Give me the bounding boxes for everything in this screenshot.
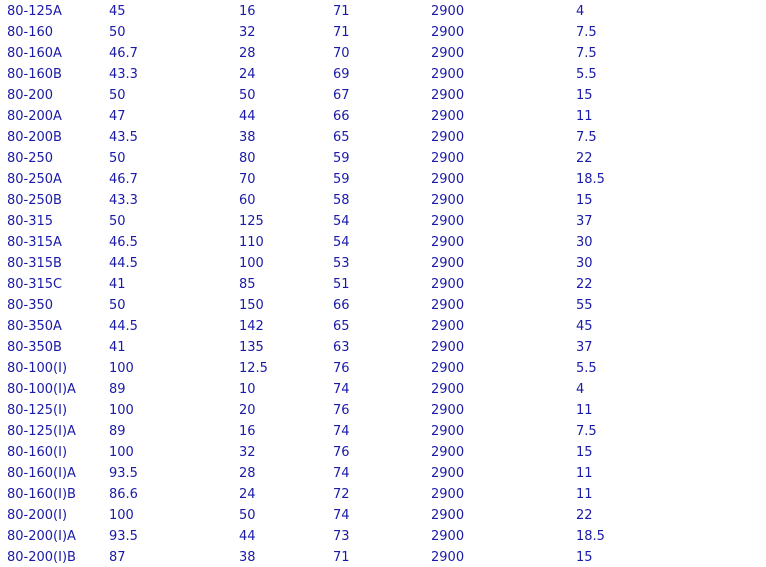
flow-cell: 46.7 (109, 46, 138, 61)
efficiency-cell: 72 (333, 487, 350, 502)
flow-cell: 46.5 (109, 235, 138, 250)
efficiency-cell: 69 (333, 67, 350, 82)
head-cell: 80 (239, 151, 256, 166)
table-row (0, 64, 766, 85)
table-row (0, 169, 766, 190)
flow-cell: 45 (109, 4, 126, 19)
power-cell: 11 (576, 403, 593, 418)
table-row (0, 232, 766, 253)
speed-cell: 2900 (431, 487, 465, 502)
efficiency-cell: 65 (333, 319, 350, 334)
head-cell: 20 (239, 403, 256, 418)
power-cell: 11 (576, 109, 593, 124)
speed-cell: 2900 (431, 25, 465, 40)
power-cell: 22 (576, 277, 593, 292)
table-row (0, 274, 766, 295)
speed-cell: 2900 (431, 109, 465, 124)
model-cell: 80-160A (7, 46, 62, 61)
flow-cell: 93.5 (109, 466, 138, 481)
flow-cell: 100 (109, 361, 134, 376)
table-row (0, 442, 766, 463)
power-cell: 55 (576, 298, 593, 313)
model-cell: 80-160(I)A (7, 466, 76, 481)
power-cell: 22 (576, 151, 593, 166)
head-cell: 70 (239, 172, 256, 187)
flow-cell: 44.5 (109, 256, 138, 271)
speed-cell: 2900 (431, 193, 465, 208)
efficiency-cell: 66 (333, 298, 350, 313)
power-cell: 18.5 (576, 172, 605, 187)
table-row (0, 22, 766, 43)
efficiency-cell: 59 (333, 172, 350, 187)
speed-cell: 2900 (431, 151, 465, 166)
efficiency-cell: 63 (333, 340, 350, 355)
flow-cell: 43.3 (109, 193, 138, 208)
efficiency-cell: 67 (333, 88, 350, 103)
speed-cell: 2900 (431, 382, 465, 397)
efficiency-cell: 74 (333, 424, 350, 439)
speed-cell: 2900 (431, 529, 465, 544)
power-cell: 4 (576, 382, 585, 397)
table-row (0, 484, 766, 505)
efficiency-cell: 74 (333, 508, 350, 523)
table-row (0, 127, 766, 148)
speed-cell: 2900 (431, 445, 465, 460)
efficiency-cell: 76 (333, 445, 350, 460)
head-cell: 24 (239, 487, 256, 502)
model-cell: 80-315 (7, 214, 54, 229)
flow-cell: 100 (109, 445, 134, 460)
head-cell: 60 (239, 193, 256, 208)
speed-cell: 2900 (431, 319, 465, 334)
table-row (0, 505, 766, 526)
speed-cell: 2900 (431, 298, 465, 313)
model-cell: 80-200(I)A (7, 529, 76, 544)
efficiency-cell: 51 (333, 277, 350, 292)
model-cell: 80-160B (7, 67, 62, 82)
speed-cell: 2900 (431, 508, 465, 523)
table-row (0, 421, 766, 442)
table-row (0, 295, 766, 316)
power-cell: 7.5 (576, 46, 597, 61)
head-cell: 24 (239, 67, 256, 82)
speed-cell: 2900 (431, 340, 465, 355)
flow-cell: 86.6 (109, 487, 138, 502)
flow-cell: 41 (109, 277, 126, 292)
power-cell: 4 (576, 4, 585, 19)
table-row (0, 190, 766, 211)
head-cell: 50 (239, 88, 256, 103)
flow-cell: 87 (109, 550, 126, 565)
model-cell: 80-125(I) (7, 403, 68, 418)
power-cell: 5.5 (576, 67, 597, 82)
speed-cell: 2900 (431, 214, 465, 229)
flow-cell: 44.5 (109, 319, 138, 334)
table-row (0, 211, 766, 232)
model-cell: 80-350B (7, 340, 62, 355)
model-cell: 80-125(I)A (7, 424, 76, 439)
head-cell: 142 (239, 319, 264, 334)
head-cell: 125 (239, 214, 264, 229)
speed-cell: 2900 (431, 235, 465, 250)
model-cell: 80-125A (7, 4, 62, 19)
power-cell: 7.5 (576, 424, 597, 439)
model-cell: 80-100(I) (7, 361, 68, 376)
table-row (0, 43, 766, 64)
speed-cell: 2900 (431, 130, 465, 145)
power-cell: 7.5 (576, 25, 597, 40)
speed-cell: 2900 (431, 88, 465, 103)
model-cell: 80-200 (7, 88, 54, 103)
model-cell: 80-160(I) (7, 445, 68, 460)
speed-cell: 2900 (431, 256, 465, 271)
power-cell: 30 (576, 235, 593, 250)
efficiency-cell: 59 (333, 151, 350, 166)
power-cell: 15 (576, 445, 593, 460)
power-cell: 22 (576, 508, 593, 523)
head-cell: 110 (239, 235, 264, 250)
efficiency-cell: 76 (333, 361, 350, 376)
speed-cell: 2900 (431, 550, 465, 565)
model-cell: 80-250A (7, 172, 62, 187)
power-cell: 15 (576, 550, 593, 565)
flow-cell: 89 (109, 424, 126, 439)
flow-cell: 100 (109, 403, 134, 418)
power-cell: 45 (576, 319, 593, 334)
head-cell: 135 (239, 340, 264, 355)
power-cell: 11 (576, 466, 593, 481)
efficiency-cell: 71 (333, 25, 350, 40)
model-cell: 80-100(I)A (7, 382, 76, 397)
power-cell: 5.5 (576, 361, 597, 376)
table-row (0, 337, 766, 358)
head-cell: 32 (239, 25, 256, 40)
head-cell: 10 (239, 382, 256, 397)
head-cell: 85 (239, 277, 256, 292)
efficiency-cell: 76 (333, 403, 350, 418)
flow-cell: 100 (109, 508, 134, 523)
table-row (0, 316, 766, 337)
flow-cell: 50 (109, 88, 126, 103)
efficiency-cell: 54 (333, 214, 350, 229)
table-row (0, 1, 766, 22)
table-row (0, 526, 766, 547)
flow-cell: 93.5 (109, 529, 138, 544)
efficiency-cell: 74 (333, 382, 350, 397)
efficiency-cell: 71 (333, 4, 350, 19)
model-cell: 80-160(I)B (7, 487, 76, 502)
head-cell: 32 (239, 445, 256, 460)
efficiency-cell: 65 (333, 130, 350, 145)
head-cell: 100 (239, 256, 264, 271)
efficiency-cell: 66 (333, 109, 350, 124)
model-cell: 80-200(I)B (7, 550, 76, 565)
head-cell: 12.5 (239, 361, 268, 376)
head-cell: 50 (239, 508, 256, 523)
power-cell: 11 (576, 487, 593, 502)
table-row (0, 358, 766, 379)
power-cell: 30 (576, 256, 593, 271)
model-cell: 80-250 (7, 151, 54, 166)
model-cell: 80-250B (7, 193, 62, 208)
efficiency-cell: 54 (333, 235, 350, 250)
head-cell: 38 (239, 130, 256, 145)
model-cell: 80-200A (7, 109, 62, 124)
speed-cell: 2900 (431, 46, 465, 61)
flow-cell: 50 (109, 298, 126, 313)
head-cell: 16 (239, 424, 256, 439)
model-cell: 80-350A (7, 319, 62, 334)
head-cell: 44 (239, 109, 256, 124)
speed-cell: 2900 (431, 172, 465, 187)
power-cell: 15 (576, 88, 593, 103)
efficiency-cell: 53 (333, 256, 350, 271)
flow-cell: 89 (109, 382, 126, 397)
power-cell: 7.5 (576, 130, 597, 145)
head-cell: 38 (239, 550, 256, 565)
head-cell: 28 (239, 46, 256, 61)
efficiency-cell: 74 (333, 466, 350, 481)
head-cell: 44 (239, 529, 256, 544)
flow-cell: 50 (109, 214, 126, 229)
table-row (0, 547, 766, 567)
flow-cell: 50 (109, 151, 126, 166)
speed-cell: 2900 (431, 361, 465, 376)
speed-cell: 2900 (431, 424, 465, 439)
flow-cell: 46.7 (109, 172, 138, 187)
head-cell: 16 (239, 4, 256, 19)
flow-cell: 41 (109, 340, 126, 355)
model-cell: 80-160 (7, 25, 54, 40)
model-cell: 80-350 (7, 298, 54, 313)
speed-cell: 2900 (431, 403, 465, 418)
model-cell: 80-315A (7, 235, 62, 250)
table-row (0, 85, 766, 106)
flow-cell: 43.3 (109, 67, 138, 82)
table-row (0, 148, 766, 169)
efficiency-cell: 58 (333, 193, 350, 208)
efficiency-cell: 71 (333, 550, 350, 565)
efficiency-cell: 73 (333, 529, 350, 544)
power-cell: 37 (576, 340, 593, 355)
speed-cell: 2900 (431, 67, 465, 82)
speed-cell: 2900 (431, 277, 465, 292)
model-cell: 80-200(I) (7, 508, 68, 523)
table-row (0, 379, 766, 400)
head-cell: 150 (239, 298, 264, 313)
model-cell: 80-315C (7, 277, 63, 292)
flow-cell: 50 (109, 25, 126, 40)
flow-cell: 43.5 (109, 130, 138, 145)
speed-cell: 2900 (431, 4, 465, 19)
table-row (0, 106, 766, 127)
flow-cell: 47 (109, 109, 126, 124)
table-row (0, 253, 766, 274)
power-cell: 18.5 (576, 529, 605, 544)
power-cell: 37 (576, 214, 593, 229)
table-row (0, 400, 766, 421)
power-cell: 15 (576, 193, 593, 208)
table-row (0, 463, 766, 484)
efficiency-cell: 70 (333, 46, 350, 61)
speed-cell: 2900 (431, 466, 465, 481)
model-cell: 80-200B (7, 130, 62, 145)
model-cell: 80-315B (7, 256, 62, 271)
head-cell: 28 (239, 466, 256, 481)
